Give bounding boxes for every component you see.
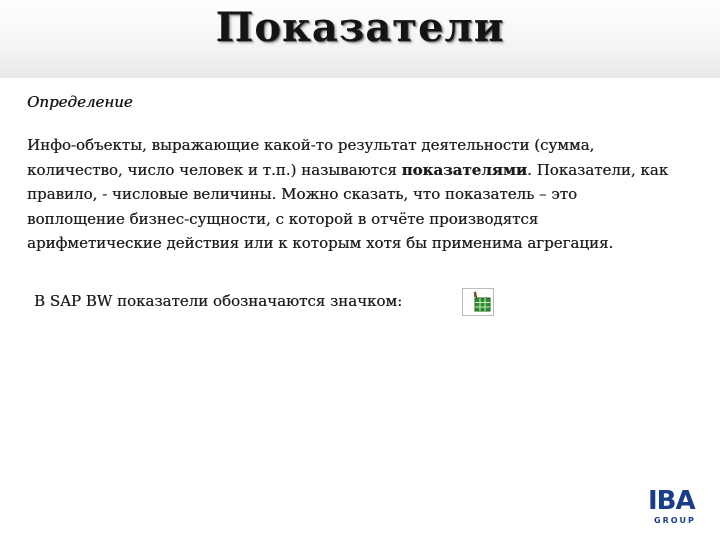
- paragraph-bold-term: показателями: [401, 160, 528, 179]
- iba-group-logo: [648, 488, 716, 528]
- paragraph-text-2: . Показатели, как правило, - числовые величины. Можно сказать, что показатель – это воплощение бизнес-сущности, с которой в отчёте производятся арифметические действия или к которым хотя бы применима агрегация.: [27, 160, 669, 252]
- key-figure-icon-graphic: [463, 289, 493, 315]
- definition-paragraph: [27, 133, 677, 256]
- page-title: Показатели: [215, 4, 505, 51]
- definition-label: Определение: [27, 93, 133, 111]
- paragraph-text-1: Инфо-объекты, выражающие какой-то результат деятельности (сумма, количество, число человек и т.п.) называются: [27, 136, 595, 179]
- logo-subtext: GROUP: [654, 516, 696, 525]
- sap-bw-note: В SAP BW показатели обозначаются значком:: [34, 292, 403, 310]
- logo-text: IBA: [648, 486, 695, 516]
- key-figure-icon: [462, 288, 494, 316]
